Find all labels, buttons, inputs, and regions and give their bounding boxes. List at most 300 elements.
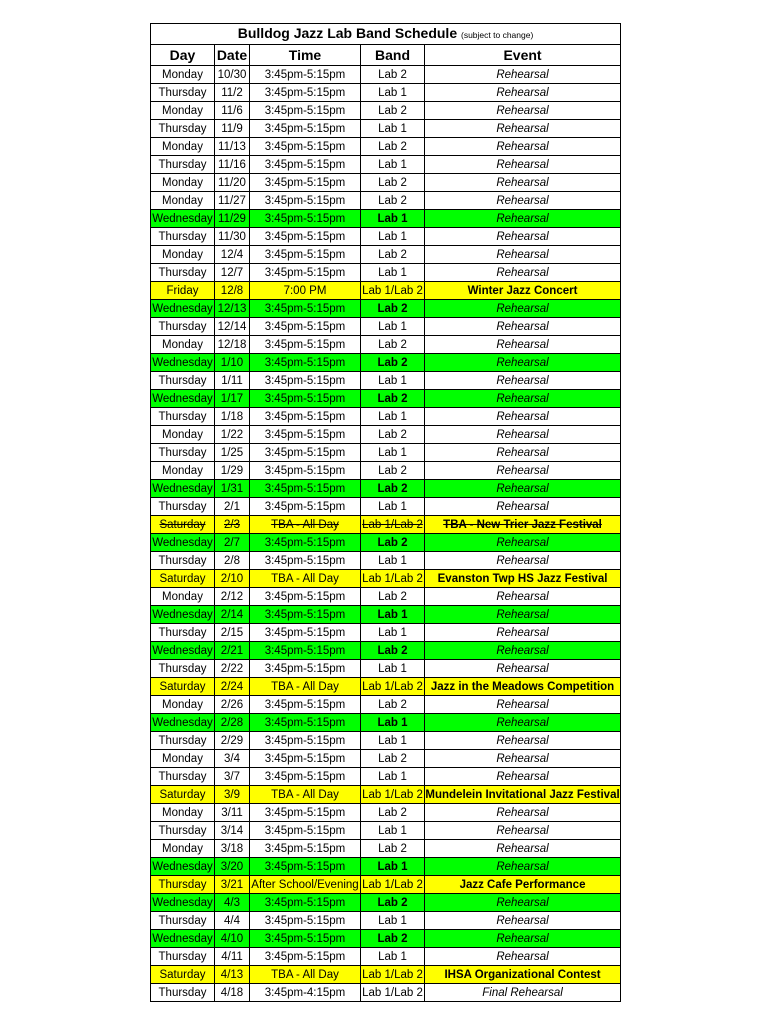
table-row — [151, 444, 621, 462]
date-cell: 11/6 — [215, 102, 250, 120]
day-cell: Saturday — [151, 678, 215, 696]
day-cell: Wednesday — [151, 858, 215, 876]
band-cell: Lab 2 — [361, 480, 425, 498]
table-row — [151, 912, 621, 930]
time-cell: 3:45pm-5:15pm — [250, 354, 361, 372]
event-cell: Rehearsal — [425, 228, 621, 246]
day-cell: Thursday — [151, 318, 215, 336]
day-cell: Thursday — [151, 444, 215, 462]
date-cell: 4/10 — [215, 930, 250, 948]
day-cell: Thursday — [151, 660, 215, 678]
time-cell: 3:45pm-5:15pm — [250, 462, 361, 480]
day-cell: Thursday — [151, 732, 215, 750]
day-cell: Monday — [151, 336, 215, 354]
date-cell: 2/21 — [215, 642, 250, 660]
time-cell: 3:45pm-5:15pm — [250, 660, 361, 678]
time-cell: 3:45pm-5:15pm — [250, 156, 361, 174]
table-row — [151, 282, 621, 300]
day-cell: Wednesday — [151, 930, 215, 948]
day-cell: Thursday — [151, 984, 215, 1002]
band-cell: Lab 1/Lab 2 — [361, 984, 425, 1002]
time-cell: 3:45pm-5:15pm — [250, 714, 361, 732]
day-cell: Monday — [151, 750, 215, 768]
day-cell: Monday — [151, 804, 215, 822]
time-cell: 3:45pm-5:15pm — [250, 840, 361, 858]
time-cell: 3:45pm-5:15pm — [250, 66, 361, 84]
day-cell: Thursday — [151, 498, 215, 516]
event-cell: Rehearsal — [425, 894, 621, 912]
band-cell: Lab 2 — [361, 534, 425, 552]
schedule-title-cell — [151, 24, 621, 45]
table-row — [151, 138, 621, 156]
date-cell: 3/21 — [215, 876, 250, 894]
date-cell: 4/4 — [215, 912, 250, 930]
event-cell: Rehearsal — [425, 354, 621, 372]
band-cell: Lab 1 — [361, 606, 425, 624]
time-cell: 3:45pm-5:15pm — [250, 768, 361, 786]
event-cell: Rehearsal — [425, 624, 621, 642]
band-cell: Lab 2 — [361, 894, 425, 912]
table-row — [151, 660, 621, 678]
event-cell: Rehearsal — [425, 930, 621, 948]
schedule-title-note: (subject to change) — [461, 30, 534, 40]
time-cell: 3:45pm-5:15pm — [250, 534, 361, 552]
event-cell: Rehearsal — [425, 138, 621, 156]
time-cell: 3:45pm-5:15pm — [250, 444, 361, 462]
day-cell: Wednesday — [151, 642, 215, 660]
table-row — [151, 408, 621, 426]
band-cell: Lab 1 — [361, 732, 425, 750]
table-row — [151, 768, 621, 786]
day-cell: Monday — [151, 588, 215, 606]
time-cell: 3:45pm-5:15pm — [250, 930, 361, 948]
table-row — [151, 390, 621, 408]
band-cell: Lab 1 — [361, 768, 425, 786]
table-row — [151, 822, 621, 840]
time-cell: 3:45pm-5:15pm — [250, 138, 361, 156]
day-cell: Wednesday — [151, 210, 215, 228]
schedule-table — [150, 23, 621, 1002]
day-cell: Thursday — [151, 84, 215, 102]
event-cell: Rehearsal — [425, 642, 621, 660]
day-cell: Saturday — [151, 570, 215, 588]
time-cell: 3:45pm-5:15pm — [250, 84, 361, 102]
day-cell: Thursday — [151, 372, 215, 390]
band-cell: Lab 2 — [361, 750, 425, 768]
date-cell: 1/22 — [215, 426, 250, 444]
band-cell: Lab 2 — [361, 102, 425, 120]
table-row — [151, 516, 621, 534]
time-cell: 3:45pm-5:15pm — [250, 948, 361, 966]
event-cell: Rehearsal — [425, 768, 621, 786]
date-cell: 1/29 — [215, 462, 250, 480]
day-cell: Thursday — [151, 822, 215, 840]
band-cell: Lab 1 — [361, 228, 425, 246]
date-cell: 2/15 — [215, 624, 250, 642]
schedule-rows — [151, 66, 621, 1002]
band-cell: Lab 1 — [361, 120, 425, 138]
band-cell: Lab 1 — [361, 372, 425, 390]
day-cell: Monday — [151, 66, 215, 84]
table-row — [151, 318, 621, 336]
day-cell: Thursday — [151, 120, 215, 138]
day-cell: Monday — [151, 246, 215, 264]
time-cell: TBA - All Day — [250, 516, 361, 534]
band-cell: Lab 2 — [361, 246, 425, 264]
band-cell: Lab 2 — [361, 138, 425, 156]
table-row — [151, 210, 621, 228]
time-cell: 3:45pm-5:15pm — [250, 174, 361, 192]
band-cell: Lab 2 — [361, 66, 425, 84]
table-row — [151, 372, 621, 390]
time-cell: TBA - All Day — [250, 678, 361, 696]
date-cell: 11/13 — [215, 138, 250, 156]
table-row — [151, 750, 621, 768]
band-cell: Lab 1/Lab 2 — [361, 282, 425, 300]
event-cell: Rehearsal — [425, 246, 621, 264]
date-cell: 10/30 — [215, 66, 250, 84]
day-cell: Monday — [151, 192, 215, 210]
time-cell: 3:45pm-5:15pm — [250, 804, 361, 822]
band-cell: Lab 1 — [361, 858, 425, 876]
table-row — [151, 948, 621, 966]
date-cell: 4/3 — [215, 894, 250, 912]
day-cell: Monday — [151, 426, 215, 444]
time-cell: 3:45pm-5:15pm — [250, 696, 361, 714]
date-cell: 4/11 — [215, 948, 250, 966]
band-cell: Lab 2 — [361, 174, 425, 192]
date-cell: 12/8 — [215, 282, 250, 300]
event-cell: Rehearsal — [425, 156, 621, 174]
band-cell: Lab 1 — [361, 318, 425, 336]
table-row — [151, 192, 621, 210]
date-cell: 1/11 — [215, 372, 250, 390]
time-cell: 3:45pm-5:15pm — [250, 480, 361, 498]
event-cell: Rehearsal — [425, 390, 621, 408]
day-cell: Wednesday — [151, 390, 215, 408]
event-cell: TBA - New Trier Jazz Festival — [425, 516, 621, 534]
day-cell: Saturday — [151, 786, 215, 804]
date-cell: 12/4 — [215, 246, 250, 264]
table-row — [151, 696, 621, 714]
day-cell: Saturday — [151, 516, 215, 534]
band-cell: Lab 1 — [361, 714, 425, 732]
day-cell: Thursday — [151, 624, 215, 642]
date-cell: 3/4 — [215, 750, 250, 768]
date-cell: 3/11 — [215, 804, 250, 822]
table-row — [151, 246, 621, 264]
band-cell: Lab 2 — [361, 588, 425, 606]
header-event: Event — [425, 45, 621, 66]
event-cell: Rehearsal — [425, 336, 621, 354]
time-cell: 3:45pm-5:15pm — [250, 102, 361, 120]
time-cell: 3:45pm-4:15pm — [250, 984, 361, 1002]
band-cell: Lab 2 — [361, 426, 425, 444]
event-cell: Rehearsal — [425, 408, 621, 426]
header-row — [151, 45, 621, 66]
table-row — [151, 606, 621, 624]
table-row — [151, 426, 621, 444]
event-cell: Rehearsal — [425, 858, 621, 876]
event-cell: Rehearsal — [425, 714, 621, 732]
time-cell: After School/Evening — [250, 876, 361, 894]
event-cell: Rehearsal — [425, 84, 621, 102]
date-cell: 1/25 — [215, 444, 250, 462]
table-row — [151, 498, 621, 516]
event-cell: Rehearsal — [425, 660, 621, 678]
day-cell: Thursday — [151, 876, 215, 894]
date-cell: 2/7 — [215, 534, 250, 552]
band-cell: Lab 1 — [361, 948, 425, 966]
table-row — [151, 66, 621, 84]
band-cell: Lab 1/Lab 2 — [361, 966, 425, 984]
table-row — [151, 354, 621, 372]
event-cell: Winter Jazz Concert — [425, 282, 621, 300]
date-cell: 1/18 — [215, 408, 250, 426]
event-cell: Mundelein Invitational Jazz Festival — [425, 786, 621, 804]
time-cell: 3:45pm-5:15pm — [250, 372, 361, 390]
band-cell: Lab 1 — [361, 624, 425, 642]
date-cell: 12/13 — [215, 300, 250, 318]
time-cell: TBA - All Day — [250, 570, 361, 588]
band-cell: Lab 2 — [361, 462, 425, 480]
band-cell: Lab 1/Lab 2 — [361, 786, 425, 804]
band-cell: Lab 2 — [361, 696, 425, 714]
table-row — [151, 552, 621, 570]
table-row — [151, 102, 621, 120]
title-row — [151, 24, 621, 45]
event-cell: Rehearsal — [425, 66, 621, 84]
day-cell: Thursday — [151, 228, 215, 246]
table-row — [151, 966, 621, 984]
band-cell: Lab 1 — [361, 156, 425, 174]
date-cell: 11/30 — [215, 228, 250, 246]
event-cell: Jazz in the Meadows Competition — [425, 678, 621, 696]
event-cell: Rehearsal — [425, 948, 621, 966]
band-cell: Lab 1 — [361, 498, 425, 516]
day-cell: Wednesday — [151, 606, 215, 624]
header-time: Time — [250, 45, 361, 66]
time-cell: 3:45pm-5:15pm — [250, 408, 361, 426]
event-cell: Rehearsal — [425, 696, 621, 714]
day-cell: Wednesday — [151, 354, 215, 372]
band-cell: Lab 1 — [361, 408, 425, 426]
event-cell: Rehearsal — [425, 588, 621, 606]
band-cell: Lab 1 — [361, 84, 425, 102]
time-cell: 3:45pm-5:15pm — [250, 606, 361, 624]
time-cell: 3:45pm-5:15pm — [250, 264, 361, 282]
event-cell: Rehearsal — [425, 912, 621, 930]
date-cell: 3/18 — [215, 840, 250, 858]
event-cell: Rehearsal — [425, 840, 621, 858]
event-cell: Rehearsal — [425, 192, 621, 210]
table-row — [151, 120, 621, 138]
table-row — [151, 624, 621, 642]
event-cell: Rehearsal — [425, 426, 621, 444]
date-cell: 3/9 — [215, 786, 250, 804]
date-cell: 2/26 — [215, 696, 250, 714]
date-cell: 3/14 — [215, 822, 250, 840]
time-cell: 3:45pm-5:15pm — [250, 822, 361, 840]
table-row — [151, 804, 621, 822]
event-cell: Rehearsal — [425, 480, 621, 498]
date-cell: 2/28 — [215, 714, 250, 732]
date-cell: 1/31 — [215, 480, 250, 498]
day-cell: Wednesday — [151, 894, 215, 912]
day-cell: Thursday — [151, 768, 215, 786]
date-cell: 12/14 — [215, 318, 250, 336]
event-cell: Rehearsal — [425, 498, 621, 516]
event-cell: Rehearsal — [425, 534, 621, 552]
header-day: Day — [151, 45, 215, 66]
date-cell: 2/1 — [215, 498, 250, 516]
table-row — [151, 714, 621, 732]
header-band: Band — [361, 45, 425, 66]
time-cell: 3:45pm-5:15pm — [250, 624, 361, 642]
table-row — [151, 480, 621, 498]
table-row — [151, 156, 621, 174]
time-cell: 3:45pm-5:15pm — [250, 750, 361, 768]
day-cell: Saturday — [151, 966, 215, 984]
band-cell: Lab 2 — [361, 192, 425, 210]
day-cell: Thursday — [151, 552, 215, 570]
event-cell: Final Rehearsal — [425, 984, 621, 1002]
day-cell: Thursday — [151, 912, 215, 930]
band-cell: Lab 1 — [361, 822, 425, 840]
time-cell: 3:45pm-5:15pm — [250, 588, 361, 606]
table-row — [151, 876, 621, 894]
table-row — [151, 264, 621, 282]
day-cell: Monday — [151, 696, 215, 714]
band-cell: Lab 2 — [361, 336, 425, 354]
event-cell: Evanston Twp HS Jazz Festival — [425, 570, 621, 588]
event-cell: Rehearsal — [425, 174, 621, 192]
event-cell: Rehearsal — [425, 102, 621, 120]
event-cell: Jazz Cafe Performance — [425, 876, 621, 894]
date-cell: 12/18 — [215, 336, 250, 354]
band-cell: Lab 2 — [361, 930, 425, 948]
date-cell: 1/10 — [215, 354, 250, 372]
date-cell: 2/12 — [215, 588, 250, 606]
band-cell: Lab 2 — [361, 840, 425, 858]
event-cell: Rehearsal — [425, 552, 621, 570]
day-cell: Thursday — [151, 156, 215, 174]
event-cell: Rehearsal — [425, 606, 621, 624]
time-cell: 3:45pm-5:15pm — [250, 552, 361, 570]
date-cell: 4/13 — [215, 966, 250, 984]
event-cell: Rehearsal — [425, 120, 621, 138]
time-cell: 3:45pm-5:15pm — [250, 858, 361, 876]
time-cell: TBA - All Day — [250, 786, 361, 804]
event-cell: Rehearsal — [425, 264, 621, 282]
band-cell: Lab 2 — [361, 390, 425, 408]
day-cell: Monday — [151, 174, 215, 192]
time-cell: 3:45pm-5:15pm — [250, 210, 361, 228]
date-cell: 4/18 — [215, 984, 250, 1002]
date-cell: 2/8 — [215, 552, 250, 570]
time-cell: 3:45pm-5:15pm — [250, 912, 361, 930]
table-row — [151, 984, 621, 1002]
date-cell: 3/7 — [215, 768, 250, 786]
table-row — [151, 858, 621, 876]
table-row — [151, 840, 621, 858]
time-cell: 3:45pm-5:15pm — [250, 498, 361, 516]
time-cell: 3:45pm-5:15pm — [250, 732, 361, 750]
table-row — [151, 174, 621, 192]
time-cell: 3:45pm-5:15pm — [250, 228, 361, 246]
day-cell: Thursday — [151, 408, 215, 426]
time-cell: 3:45pm-5:15pm — [250, 336, 361, 354]
table-row — [151, 228, 621, 246]
day-cell: Wednesday — [151, 300, 215, 318]
day-cell: Wednesday — [151, 714, 215, 732]
time-cell: TBA - All Day — [250, 966, 361, 984]
time-cell: 3:45pm-5:15pm — [250, 318, 361, 336]
table-row — [151, 534, 621, 552]
time-cell: 3:45pm-5:15pm — [250, 426, 361, 444]
day-cell: Wednesday — [151, 480, 215, 498]
date-cell: 2/3 — [215, 516, 250, 534]
band-cell: Lab 1 — [361, 912, 425, 930]
day-cell: Thursday — [151, 264, 215, 282]
time-cell: 3:45pm-5:15pm — [250, 642, 361, 660]
event-cell: Rehearsal — [425, 462, 621, 480]
event-cell: Rehearsal — [425, 732, 621, 750]
band-cell: Lab 1/Lab 2 — [361, 876, 425, 894]
table-row — [151, 588, 621, 606]
band-cell: Lab 2 — [361, 642, 425, 660]
event-cell: Rehearsal — [425, 210, 621, 228]
date-cell: 11/16 — [215, 156, 250, 174]
band-cell: Lab 2 — [361, 354, 425, 372]
date-cell: 2/10 — [215, 570, 250, 588]
time-cell: 3:45pm-5:15pm — [250, 246, 361, 264]
table-row — [151, 300, 621, 318]
band-cell: Lab 1 — [361, 660, 425, 678]
day-cell: Monday — [151, 102, 215, 120]
date-cell: 2/29 — [215, 732, 250, 750]
event-cell: Rehearsal — [425, 804, 621, 822]
time-cell: 3:45pm-5:15pm — [250, 120, 361, 138]
table-row — [151, 642, 621, 660]
day-cell: Wednesday — [151, 534, 215, 552]
day-cell: Monday — [151, 138, 215, 156]
band-cell: Lab 1 — [361, 264, 425, 282]
table-row — [151, 930, 621, 948]
date-cell: 2/24 — [215, 678, 250, 696]
event-cell: IHSA Organizational Contest — [425, 966, 621, 984]
time-cell: 3:45pm-5:15pm — [250, 192, 361, 210]
event-cell: Rehearsal — [425, 444, 621, 462]
band-cell: Lab 1/Lab 2 — [361, 678, 425, 696]
band-cell: Lab 1/Lab 2 — [361, 516, 425, 534]
date-cell: 2/22 — [215, 660, 250, 678]
event-cell: Rehearsal — [425, 318, 621, 336]
event-cell: Rehearsal — [425, 750, 621, 768]
band-cell: Lab 1 — [361, 552, 425, 570]
table-row — [151, 570, 621, 588]
date-cell: 11/20 — [215, 174, 250, 192]
time-cell: 7:00 PM — [250, 282, 361, 300]
date-cell: 3/20 — [215, 858, 250, 876]
time-cell: 3:45pm-5:15pm — [250, 300, 361, 318]
event-cell: Rehearsal — [425, 372, 621, 390]
date-cell: 11/27 — [215, 192, 250, 210]
header-date: Date — [215, 45, 250, 66]
event-cell: Rehearsal — [425, 300, 621, 318]
table-row — [151, 732, 621, 750]
date-cell: 11/29 — [215, 210, 250, 228]
